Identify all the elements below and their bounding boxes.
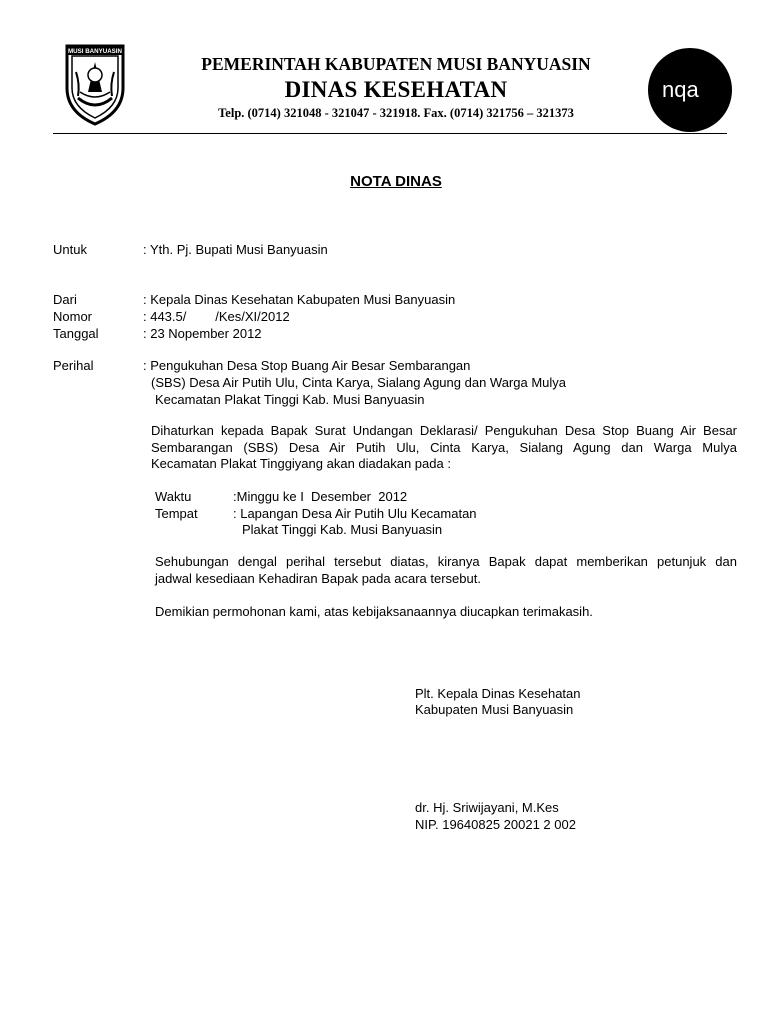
untuk-label: Untuk (53, 242, 87, 257)
document-title-text: NOTA DINAS (350, 173, 442, 190)
tanggal-value: : 23 Nopember 2012 (143, 326, 262, 341)
signatory-office: Kabupaten Musi Banyuasin (415, 702, 574, 717)
waktu-label: Waktu (155, 489, 192, 504)
header-contact-line: Telp. (0714) 321048 - 321047 - 321918. Fax. (0714) 321756 – 321373 (218, 106, 574, 120)
crest-label: MUSI BANYUASIN (68, 48, 122, 55)
nqa-certification-badge: nqa (648, 48, 732, 132)
paragraph-invitation-line-3: Kecamatan Plakat Tinggiyang akan diadakan pada : (151, 456, 451, 471)
header-agency-name: DINAS KESEHATAN (284, 77, 508, 102)
signatory-title: Plt. Kepala Dinas Kesehatan (415, 686, 581, 701)
paragraph-request-line-2: jadwal kesediaan Kehadiran Bapak pada acara tersebut. (155, 570, 481, 586)
tempat-label: Tempat (155, 506, 198, 521)
paragraph-invitation-line-2: Sembarangan (SBS) Desa Air Putih Ulu, Cinta Karya, Sialang Agung dan Warga Mulya (151, 439, 737, 455)
dari-label: Dari (53, 292, 77, 307)
tanggal-label: Tanggal (53, 326, 99, 341)
dari-value: : Kepala Dinas Kesehatan Kabupaten Musi Banyuasin (143, 292, 456, 307)
paragraph-invitation-line-1: Dihaturkan kepada Bapak Surat Undangan Deklarasi/ Pengukuhan Desa Stop Buang Air Besar (151, 423, 737, 438)
perihal-line-3: Kecamatan Plakat Tinggi Kab. Musi Banyuasin (155, 392, 425, 407)
paragraph-closing: Demikian permohonan kami, atas kebijaksanaannya diucapkan terimakasih. (155, 604, 593, 619)
paragraph-invitation (151, 423, 737, 473)
header-divider (53, 133, 727, 134)
tempat-line-2: Plakat Tinggi Kab. Musi Banyuasin (242, 522, 443, 537)
untuk-value: : Yth. Pj. Bupati Musi Banyuasin (143, 242, 328, 257)
waktu-value: :Minggu ke I Desember 2012 (233, 489, 408, 504)
paragraph-request (155, 554, 737, 587)
perihal-line-2: (SBS) Desa Air Putih Ulu, Cinta Karya, Sialang Agung dan Warga Mulya (151, 375, 567, 390)
perihal-line-1: : Pengukuhan Desa Stop Buang Air Besar Sembarangan (143, 358, 471, 373)
document-title (0, 173, 768, 190)
tempat-line-1: : Lapangan Desa Air Putih Ulu Kecamatan (233, 506, 477, 521)
signatory-name: dr. Hj. Sriwijayani, M.Kes (415, 800, 559, 815)
perihal-label: Perihal (53, 358, 94, 373)
signatory-nip: NIP. 19640825 20021 2 002 (415, 817, 576, 832)
header-government-line: PEMERINTAH KABUPATEN MUSI BANYUASIN (201, 54, 591, 74)
nomor-value: : 443.5/ /Kes/XI/2012 (143, 309, 290, 324)
paragraph-request-line-1: Sehubungan dengal perihal tersebut diatas, kiranya Bapak dapat memberikan petunjuk dan (155, 554, 737, 569)
nomor-label: Nomor (53, 309, 93, 324)
